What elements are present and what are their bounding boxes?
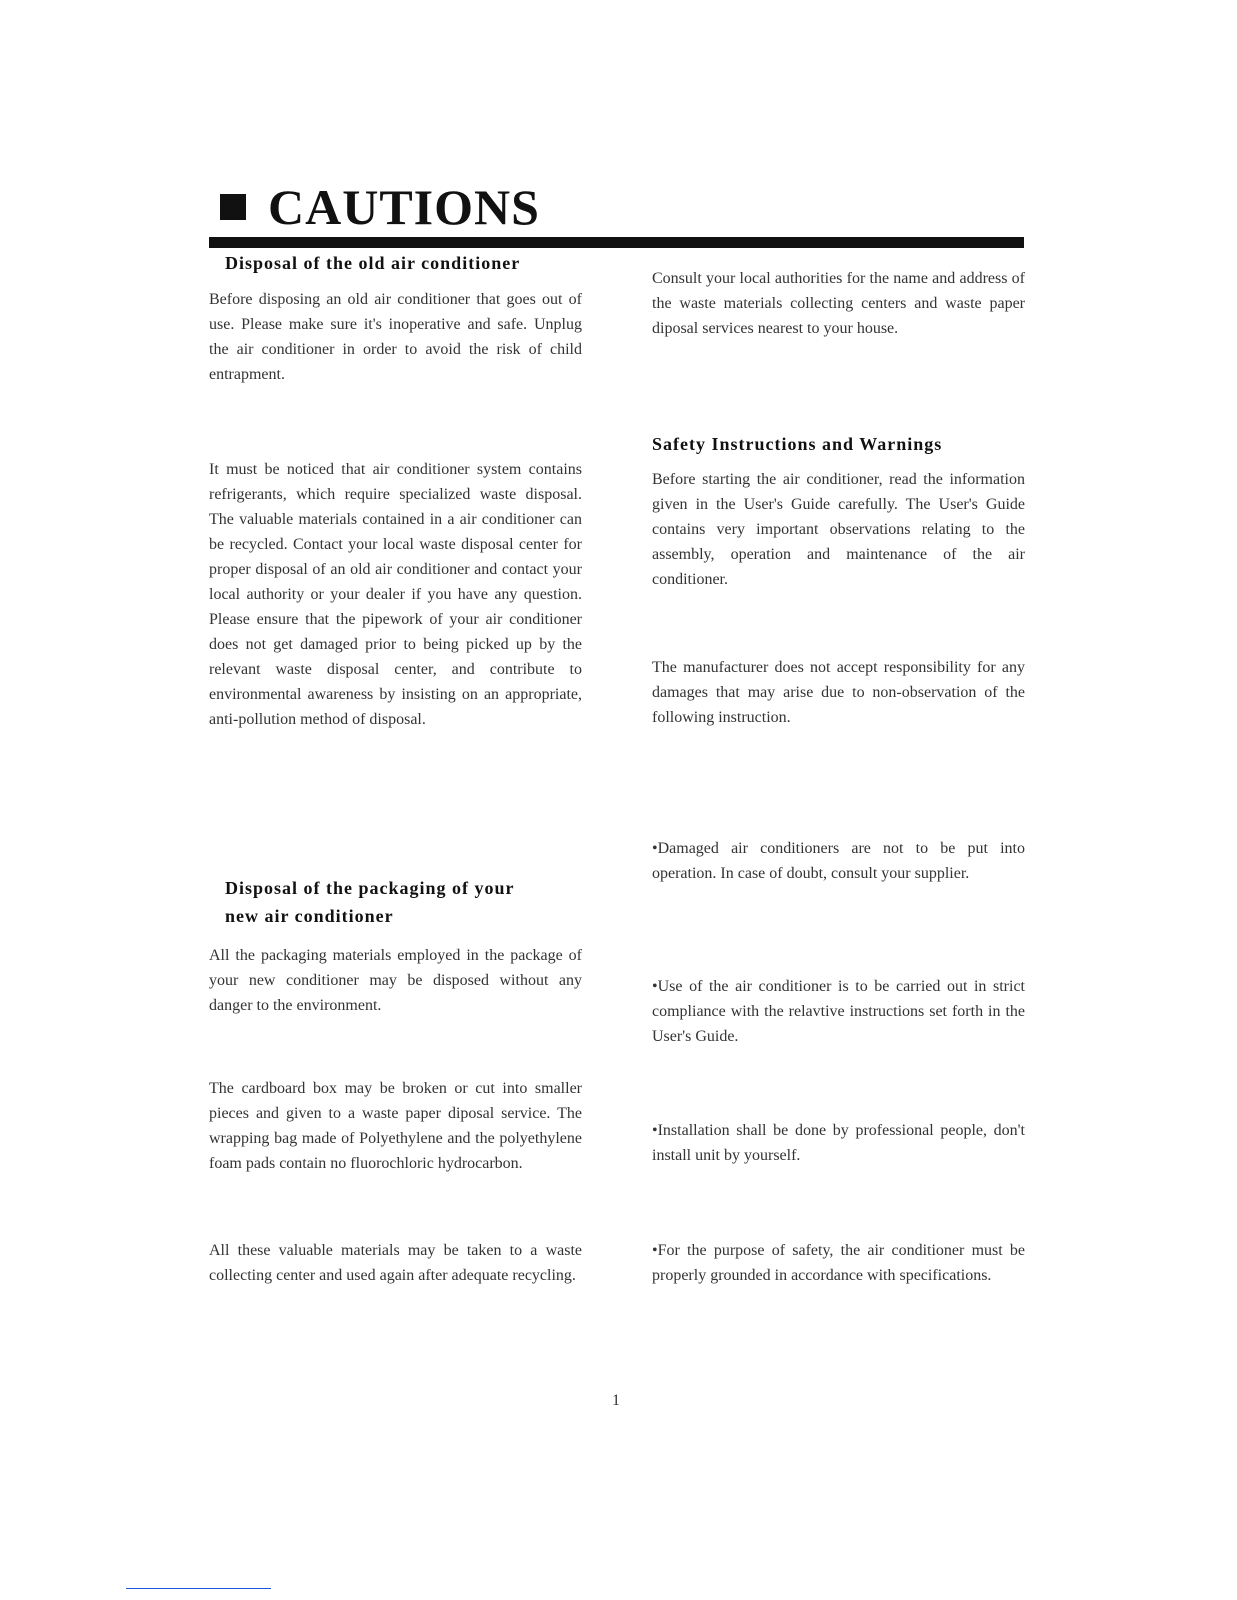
- page-number: 1: [612, 1392, 620, 1409]
- para-packaging-2: The cardboard box may be broken or cut into smaller pieces and given to a waste paper diposal service. The wrapping bag made of Polyethylene and the polyethylene foam pads contain no fluorochloric hydrocarbon.: [209, 1080, 582, 1172]
- heading-safety: Safety Instructions and Warnings: [652, 434, 943, 454]
- heading-disposal-old: Disposal of the old air conditioner: [225, 253, 521, 273]
- heading-disposal-packaging-1: Disposal of the packaging of your: [225, 878, 515, 898]
- para-safety-1: Before starting the air conditioner, read the information given in the User's Guide carefully. The User's Guide contains very important observations relating to the assembly, operation and maintenance of the air conditioner.: [652, 471, 1025, 588]
- square-bullet-icon: [220, 194, 246, 220]
- para-consult-authorities: Consult your local authorities for the name and address of the waste materials collecting centers and waste paper diposal services nearest to your house.: [652, 270, 1025, 337]
- bullet-grounded: •For the purpose of safety, the air conditioner must be properly grounded in accordance with specifications.: [652, 1242, 1025, 1284]
- para-disposal-old-2: It must be noticed that air conditioner system contains refrigerants, which require specialized waste disposal. The valuable materials contained in a air conditioner can be recycled. Contact your local waste disposal center for proper disposal of an old air conditioner and contact your local authority or your dealer if you have any question. Please ensure that the pipework of your air conditioner does not get damaged prior to being picked up by the relevant waste disposal center, and contribute to environmental awareness by insisting on an appropriate, anti-pollution method of disposal.: [209, 461, 582, 728]
- para-packaging-1: All the packaging materials employed in the package of your new conditioner may be disposed without any danger to the environment.: [209, 947, 582, 1014]
- para-safety-2: The manufacturer does not accept responsibility for any damages that may arise due to non-observation of the following instruction.: [652, 659, 1025, 726]
- para-packaging-3: All these valuable materials may be taken to a waste collecting center and used again after adequate recycling.: [209, 1242, 582, 1284]
- bullet-installation: •Installation shall be done by professional people, don't install unit by yourself.: [652, 1122, 1025, 1164]
- heading-disposal-packaging-2: new air conditioner: [225, 906, 394, 926]
- bullet-damaged: •Damaged air conditioners are not to be put into operation. In case of doubt, consult your supplier.: [652, 840, 1025, 882]
- bullet-use: •Use of the air conditioner is to be carried out in strict compliance with the relavtive instructions set forth in the User's Guide.: [652, 978, 1025, 1045]
- para-disposal-old-1: Before disposing an old air conditioner that goes out of use. Please make sure it's inoperative and safe. Unplug the air conditioner in order to avoid the risk of child entrapment.: [209, 291, 582, 383]
- title-rule: [209, 237, 1024, 248]
- title-text: CAUTIONS: [268, 179, 540, 235]
- footer-underline: [126, 1588, 271, 1589]
- page-title: [220, 178, 540, 236]
